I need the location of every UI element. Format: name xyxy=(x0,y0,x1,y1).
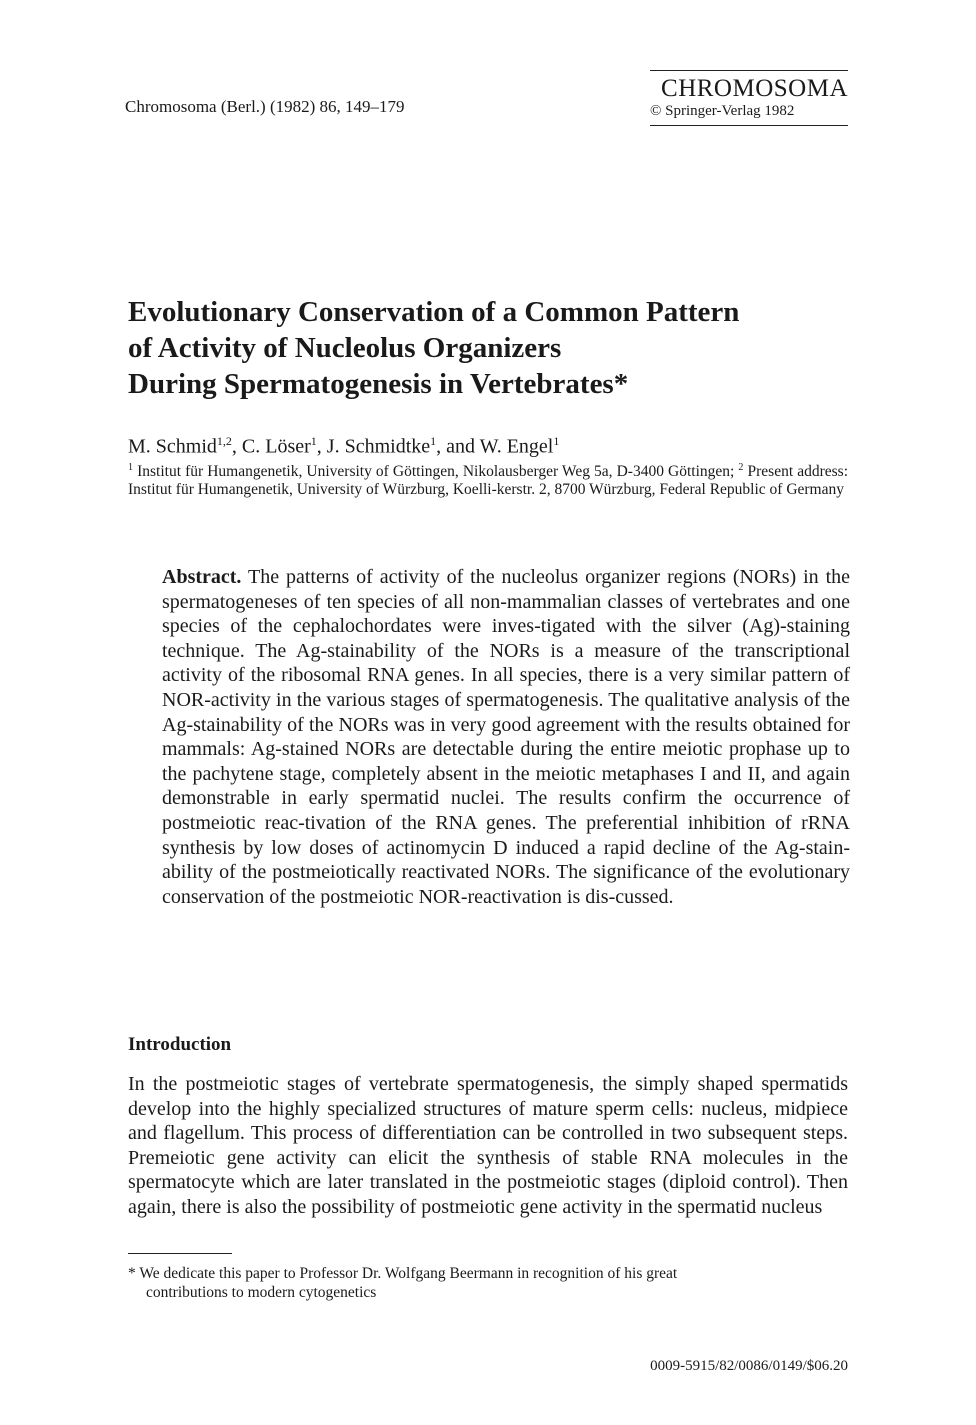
author-separator: , xyxy=(316,435,327,458)
affiliation-text: Institut für Humangenetik, University of Göttingen, Nikolausberger Weg 5a, D-3400 Göttingen; xyxy=(137,463,735,481)
author-name: C. Löser xyxy=(241,435,311,458)
affiliation-text: Present address: Institut für Humangenetik, University of Würzburg, Koelli-kerstr. 2, 8700 Würzburg, Federal Republic of Germany xyxy=(128,463,848,499)
affiliations xyxy=(128,459,848,499)
paper-title xyxy=(128,294,848,402)
abstract-label: Abstract. xyxy=(162,566,242,588)
title-line: During Spermatogenesis in Vertebrates* xyxy=(128,368,629,400)
article-code: 0009-5915/82/0086/0149/$06.20 xyxy=(650,1358,848,1374)
author-name: J. Schmidtke xyxy=(326,435,431,458)
author-separator: , and xyxy=(436,435,480,458)
author-affil-mark: 1 xyxy=(553,434,560,448)
journal-name: CHROMOSOMA xyxy=(661,75,848,102)
author-separator: , xyxy=(231,435,242,458)
introduction-text: In the postmeiotic stages of vertebrate spermatogenesis, the simply shaped spermatids develop into the highly specialized structures of mature sperm cells: nucleus, midpiece and flagellum. This process of differentiation can be controlled in two subsequent steps. Premeiotic gene activity can elicit the synthesis of stable RNA molecules in the spermatocyte which are later translated in the postmeiotic stages (diploid control). Then again, there is also the possibility of postmeiotic gene activity in the spermatid nucleus xyxy=(128,1073,848,1218)
title-line: of Activity of Nucleolus Organizers xyxy=(128,332,562,364)
section-heading-introduction: Introduction xyxy=(128,1034,232,1055)
author-list xyxy=(128,428,559,460)
abstract-text: The patterns of activity of the nucleolus organizer regions (NORs) in the spermatogeneses of ten species of all non-mammalian classes of vertebrates and one species of the cephalochordates were inves-tigated with the silver (Ag)-staining technique. The Ag-stainability of the NORs is a measure of the transcriptional activity of the ribosomal RNA genes. In all species, there is a very similar pattern of NOR-activity in the various stages of spermatogenesis. The qualitative analysis of the Ag-stainability of the NORs was in very good agreement with the results obtained for mammals: Ag-stained NORs are detectable during the entire meiotic prophase up to the pachytene stage, completely absent in the meiotic metaphases I and II, and again demonstrable in early spermatid nuclei. The results confirm the occurrence of postmeiotic reac-tivation of the RNA genes. The preferential inhibition of rRNA synthesis by low doses of actinomycin D induced a rapid decline of the Ag-stain-ability of the postmeiotically reactivated NORs. The significance of the evolutionary conservation of the postmeiotic NOR-reactivation is dis-cussed. xyxy=(162,566,850,908)
author-name: M. Schmid xyxy=(128,435,217,458)
footnote-divider xyxy=(128,1253,232,1254)
affiliation-mark: 1 xyxy=(128,462,133,473)
author-affil-mark: 1,2 xyxy=(216,434,232,448)
affiliation-mark: 2 xyxy=(738,462,744,473)
journal-reference: Chromosoma (Berl.) (1982) 86, 149–179 xyxy=(125,97,405,116)
footnote-text: We dedicate this paper to Professor Dr. Wolfgang Beermann in recognition of his great xyxy=(139,1265,678,1282)
author-affil-mark: 1 xyxy=(310,434,317,448)
footnote-text: contributions to modern cytogenetics xyxy=(146,1283,377,1301)
copyright-line: © Springer-Verlag 1982 xyxy=(650,103,795,119)
title-line: Evolutionary Conservation of a Common Pattern xyxy=(128,296,740,328)
footnote-mark: * xyxy=(128,1265,136,1282)
author-name: W. Engel xyxy=(479,435,554,458)
abstract xyxy=(162,565,850,909)
footnote xyxy=(128,1265,848,1302)
author-affil-mark: 1 xyxy=(430,434,437,448)
journal-masthead xyxy=(650,70,848,126)
